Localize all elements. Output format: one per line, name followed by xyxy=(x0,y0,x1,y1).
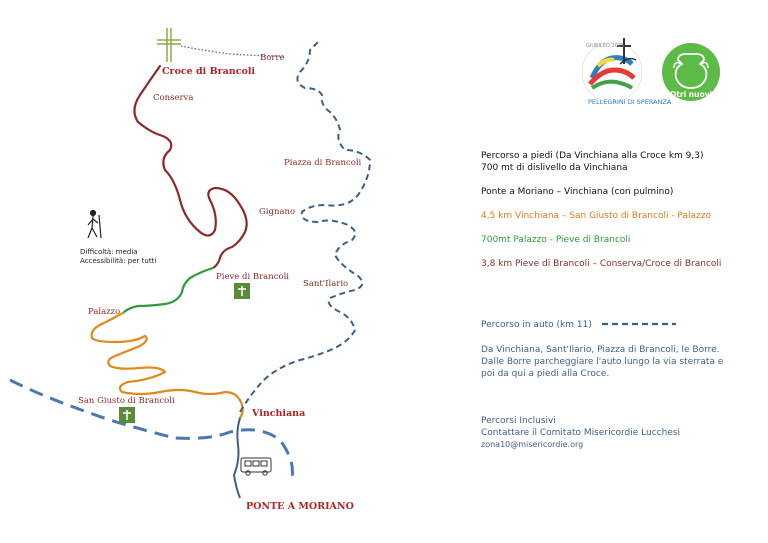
route-info xyxy=(481,150,761,270)
segment-green: 700mt Palazzo - Pieve di Brancoli xyxy=(481,235,631,245)
cross-icon xyxy=(157,28,181,62)
river-dashed xyxy=(10,380,293,478)
walk-title: Percorso a piedi (Da Vinchiana alla Croce km 9,3) xyxy=(481,151,704,161)
walk-subtitle: 700 mt di dislivello da Vinchiana xyxy=(481,163,628,173)
label-borre: Borre xyxy=(260,53,285,63)
path-green xyxy=(123,268,213,313)
label-vinchiana: Vinchiana xyxy=(252,408,306,419)
inclusive-contact: Contattare il Comitato Misericordie Lucchesi xyxy=(481,428,681,438)
church-icon-san-giusto xyxy=(119,407,135,423)
jubilee-year-text: GIUBILEO 2025 xyxy=(586,43,625,49)
inclusive-title: Percorsi Inclusivi xyxy=(481,416,556,426)
car-desc-line-3: poi da qui a piedi alla Croce. xyxy=(481,369,610,379)
difficulty-text: Difficoltà: media xyxy=(80,248,138,256)
car-route-label: Percorso in auto (km 11) xyxy=(481,320,592,330)
car-desc-line-1: Da Vinchiana, Sant'Ilario, Piazza di Brancoli, le Borre. xyxy=(481,345,720,355)
label-santilario: Sant'Ilario xyxy=(303,279,349,289)
label-conserva: Conserva xyxy=(153,93,194,103)
car-desc-line-2: Dalle Borre parcheggiare l'auto lungo la via sterrata e xyxy=(481,357,724,367)
path-car-dashed xyxy=(240,42,370,412)
label-croce: Croce di Brancoli xyxy=(162,66,256,77)
jubilee-logo xyxy=(582,38,672,106)
church-icon-pieve xyxy=(234,283,250,299)
otri-nuovi-logo xyxy=(662,43,720,101)
label-piazza: Piazza di Brancoli xyxy=(284,158,362,168)
hiker-icon xyxy=(88,211,101,239)
otri-nuovi-text: Otri nuovi xyxy=(669,90,713,99)
car-route-description xyxy=(481,344,731,380)
bus-icon xyxy=(241,458,271,475)
road-to-ponte xyxy=(234,418,240,498)
segment-brown: 3,8 km Pieve di Brancoli – Conserva/Croce di Brancoli xyxy=(481,259,722,269)
jubilee-arc-text: PELLEGRINI DI SPERANZA xyxy=(588,98,672,106)
segment-orange: 4,5 km Vinchiana – San Giusto di Brancoli - Palazzo xyxy=(481,211,711,221)
label-palazzo: Palazzo xyxy=(88,307,121,317)
label-san-giusto: San Giusto di Brancoli xyxy=(78,396,175,406)
label-ponte: PONTE A MORIANO xyxy=(246,501,354,512)
ponte-line: Ponte a Moriano – Vinchiana (con pulmino) xyxy=(481,187,674,197)
accessibility-text: Accessibilità: per tutti xyxy=(80,257,157,265)
label-pieve: Pieve di Brancoli xyxy=(216,272,290,282)
label-gignano: Gignano xyxy=(259,207,296,217)
inclusive-info xyxy=(481,415,741,451)
contact-email[interactable]: zona10@misericordie.org xyxy=(481,440,584,449)
